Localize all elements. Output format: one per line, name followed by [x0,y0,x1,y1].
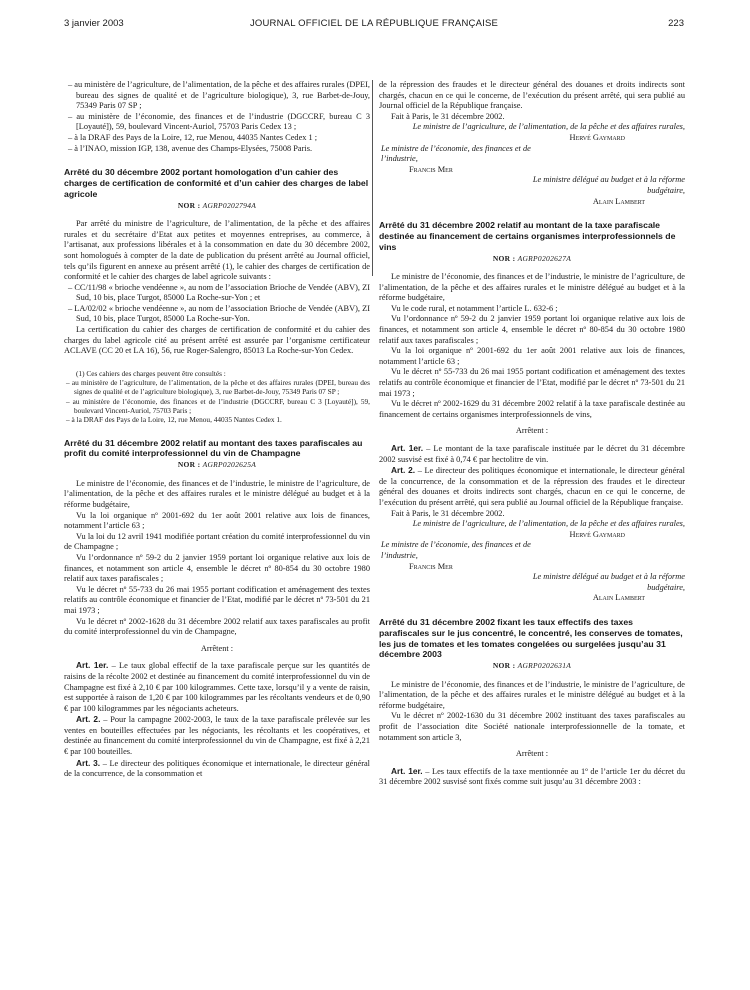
nor-reference-1 [64,201,370,212]
article-label: Art. 2. [76,714,101,725]
paragraph: Le ministre de l’économie, des finances et de l’industrie, le ministre de l’agriculture, de l’alimentation, de la pêche et des affaires rurales et le ministre délégué au budget et à la réforme budgétaire, [379,679,685,710]
article [379,766,685,788]
footnote-item: – à la DRAF des Pays de la Loire, 12, rue Menou, 44035 Nantes Cedex 1. [66,415,282,425]
paragraph: La certification du cahier des charges de certification de conformité et du cahier des charges du label agricole cité au présent arrêté est assurée par l’organisme certificateur ACLAVE (CC 20 et LA 16), 56, rue Roger-Salengro, 85013 La Roche-sur-Yon Cedex. [64,325,370,356]
article [379,443,685,465]
paragraph: de la répression des fraudes et le directeur général des douanes et droits indirects sont chargés, chacun en ce qui le concerne, de l’exécution du présent arrêté, qui sera publié au Journal officiel de la République française. [379,80,685,111]
journal-title: JOURNAL OFFICIEL DE LA RÉPUBLIQUE FRANÇAISE [249,18,499,29]
footnote-item: – au ministère de l’agriculture, de l’alimentation, de la pêche et des affaires rurales (DPEI, bureau des signes de qualité et de l’agriculture biologique), 3, rue Barbet-de-Jouy, 75349 Paris 07 SP ; [66,378,370,397]
arretent: Arrêtent : [200,643,234,653]
signatory-name [379,530,685,541]
fait-a-paris: Fait à Paris, le 31 décembre 2002. [391,508,505,518]
nor-label: NOR : [492,253,516,263]
paragraph: Vu le décret nº 55-733 du 26 mai 1955 portant codification et aménagement des textes relatifs au contrôle économique et financier de l’Etat, modifié par le décret nº 73-501 du 21 mai 1973 ; [64,584,370,615]
nor-code: AGRP0202627A [517,253,572,263]
signatory-name [379,133,685,144]
signatory-name-text: Alain Lambert [592,196,645,206]
arrete-title-3: Arrêté du 31 décembre 2002 relatif au montant de la taxe parafiscale destinée au financement de certains organismes interprofessionnels de vins [379,220,676,252]
column-divider [372,80,373,276]
arrete-title-4: Arrêté du 31 décembre 2002 fixant les taux effectifs des taxes parafiscales sur le jus concentré, le concentré, les conserves de tomates, les jus de tomates et les tomates congelées ou surgelées jusqu’au 31 décembre 2003 [379,616,683,660]
article-label: Art. 3. [76,757,101,768]
signatory-name [379,197,685,208]
signature-title: Le ministre de l’économie, des finances et de l’industrie, [381,143,531,164]
arrete-title-1: Arrêté du 30 décembre 2002 portant homologation d’un cahier des charges de certification de conformité et d’un cahier des charges de label agricole [64,167,369,199]
paragraph: Le ministre de l’économie, des finances et de l’industrie, le ministre de l’agriculture, de l’alimentation, de la pêche et des affaires rurales et le ministre délégué au budget et à la réforme budgétaire, [64,478,370,510]
paragraph: Vu la loi organique nº 2001-692 du 1er août 2001 relative aux lois de finances, notamment l’article 63 ; [379,346,685,366]
paragraph: Vu le décret nº 2002-1630 du 31 décembre 2002 instituant des taxes parafiscales au profit de l’association dite Société nationale interprofessionnelle de la tomate, et notamment son article 3, [379,711,685,742]
article-label: Art. 2. [391,465,416,476]
signature-title: Le ministre délégué au budget et à la réforme budgétaire, [532,572,685,592]
article [64,758,370,780]
paragraph: Vu la loi organique nº 2001-692 du 1er août 2001 relative aux lois de finances, notamment l’article 63 ; [64,510,370,531]
signatory-name-text: Francis Mer [409,164,453,174]
signatory-name-text: Alain Lambert [592,593,645,603]
nor-reference-3 [379,254,685,265]
article [64,714,370,757]
header-date: 3 janvier 2003 [64,18,124,29]
article [379,465,685,508]
nor-label: NOR : [177,200,201,210]
signatory-name [379,165,685,176]
paragraph: Vu le décret nº 2002-1628 du 31 décembre 2002 relatif aux taxes parafiscales au profit du comité interprofessionnel du vin de Champagne, [64,616,370,637]
footnote-item: – au ministère de l’économie, des finances et de l’industrie (DGCCRF, bureau C 3 [Loyauté]), 59, boulevard Vincent-Auriol, 75703 Paris ; [66,396,370,416]
nor-code: AGRP0202631A [517,661,572,671]
paragraph: Le ministre de l’économie, des finances et de l’industrie, le ministre de l’agriculture, de l’alimentation, de la pêche et des affaires rurales et le ministre délégué au budget et à la réforme budgétaire, [379,272,685,303]
arretent: Arrêtent : [515,426,549,436]
article-label: Art. 1er. [391,443,424,454]
arretent: Arrêtent : [515,749,549,759]
article-text: – Le directeur des politiques économique et internationale, le directeur général de la concurrence, de la consommation et de la répression des fraudes et le directeur général des douanes et droits indirects sont chargés, chacun en ce qui le concerne, de l’exécution du présent arrêté, qui sera publié au Journal officiel de la République française. [379,466,685,507]
article-label: Art. 1er. [391,765,423,776]
article-label: Art. 1er. [76,660,109,671]
nor-label: NOR : [177,460,201,470]
paragraph: Vu la loi du 12 avril 1941 modifiée portant création du comité interprofessionnel du vin de Champagne ; [64,531,370,552]
signature-title: Le ministre délégué au budget et à la réforme budgétaire, [532,175,685,195]
top-bullet: – à l’INAO, mission IGP, 138, avenue des Champs-Elysées, 75008 Paris. [68,143,313,153]
nor-reference-2 [64,460,370,471]
arrete-title-2: Arrêté du 31 décembre 2002 relatif au montant des taxes parafiscales au profit du comité interprofessionnel du vin de Champagne [64,437,363,459]
article [64,660,370,714]
nor-label: NOR : [492,661,516,671]
signature-title: Le ministre de l’agriculture, de l’alimentation, de la pêche et des affaires rurales, [412,122,685,132]
article-text: – Le montant de la taxe parafiscale instituée par le décret du 31 décembre 2002 susvisé est fixé à 0,74 € par hectolitre de vin. [379,444,685,464]
signatory-name-text: Hervé Gaymard [569,529,625,539]
paragraph: Par arrêté du ministre de l’agriculture, de l’alimentation, de la pêche et des affaires rurales et du secrétaire d’Etat aux petites et moyennes entreprises, au commerce, à l’artisanat, aux professions libérales et à la consommation en date du 30 décembre 2002, sont homologués à compter de la date de publication du présent arrêté au Journal officiel, tels qu’ils figurent en annexe au présent arrêté (1), le cahier des charges de certification de conformité et le cahier des charges de label agricole suivants : [64,219,370,282]
footnote-intro: (1) Ces cahiers des charges peuvent être consultés : [76,368,226,378]
nor-code: AGRP0202794A [202,200,257,210]
left-column [64,80,370,780]
page-header [64,18,684,32]
signatory-name [379,562,685,573]
article-text: – Pour la campagne 2002-2003, le taux de la taxe parafiscale prélevée sur les ventes en bouteilles effectuées par les négociants, les récoltants et les coopératives, et destinée au financement du comité interprofessionnel du vin de Champagne, est fixé à 2,21 € par 100 bouteilles. [64,715,370,757]
signature-title: Le ministre de l’économie, des finances et de l’industrie, [381,540,531,560]
right-column [379,80,685,788]
nor-code: AGRP0202625A [202,460,257,470]
top-bullet: – à la DRAF des Pays de la Loire, 12, rue Menou, 44035 Nantes Cedex 1 ; [68,132,318,142]
top-bullet: – au ministère de l’agriculture, de l’alimentation, de la pêche et des affaires rurales (DPEI, bureau des signes de qualité et de l’agriculture biologique), 3, rue Barbet-de-Jouy, 75349 Paris 07 SP ; [68,80,370,111]
paragraph: Vu l’ordonnance nº 59-2 du 2 janvier 1959 portant loi organique relative aux lois de finances, et notamment son article 4, ensemble le décret nº 80-854 du 30 octobre 1980 relatif aux taxes parafiscales ; [64,552,370,584]
top-bullet: – au ministère de l’économie, des finances et de l’industrie (DGCCRF, bureau C 3 [Loyauté]), 59, boulevard Vincent-Auriol, 75703 Paris Cedex 13 ; [68,111,370,132]
nor-reference-4 [379,661,685,672]
paragraph: Vu le décret nº 55-733 du 26 mai 1955 portant codification et aménagement des textes relatifs au contrôle économique et financier de l’Etat, modifié par le décret nº 73-501 du 21 mai 1973 ; [379,367,685,398]
paragraph: Vu l’ordonnance nº 59-2 du 2 janvier 1959 portant loi organique relative aux lois de finances, et notamment son article 4, ensemble le décret nº 80-854 du 30 octobre 1980 relatif aux taxes parafiscales ; [379,314,685,345]
signatory-name-text: Francis Mer [409,561,453,571]
article-text: – Le taux global effectif de la taxe parafiscale perçue sur les quantités de raisins de la récolte 2002 et destinée au financement du comité interprofessionnel du vin de Champagne est fixé à 2,10 € par 100 kilogrammes. Cette taxe, lorsqu’il y a vente de raisin, est supportée à raison de 1,20 € par 100 kilogrammes par les récoltants vendeurs et de 0,90 € par 100 kilogrammes par les négociants acheteurs. [64,661,370,713]
article-text: – Le directeur des politiques économique et internationale, le directeur général de la concurrence, de la consommation et [64,758,370,779]
signature-title: Le ministre de l’agriculture, de l’alimentation, de la pêche et des affaires rurales, [412,519,685,529]
fait-a-paris: Fait à Paris, le 31 décembre 2002. [391,111,505,121]
paragraph: Vu le décret nº 2002-1629 du 31 décembre 2002 relatif à la taxe parafiscale destinée au financement de certains organismes interprofessionnels de vins, [379,399,685,419]
signatory-name [379,593,685,604]
signatory-name-text: Hervé Gaymard [569,132,625,142]
page-number: 223 [668,18,684,29]
list-item: – CC/11/98 « brioche vendéenne », au nom de l’association Brioche de Vendée (ABV), ZI Sud, 10 bis, place Turgot, 85000 La Roche-sur-Yon ; et [68,282,370,303]
paragraph: Vu le code rural, et notamment l’article L. 632-6 ; [391,303,558,313]
list-item: – LA/02/02 « brioche vendéenne », au nom de l’association Brioche de Vendée (ABV), ZI Sud, 10 bis, place Turgot, 85000 La Roche-sur-Yon. [68,303,370,324]
article-text: – Les taux effectifs de la taxe mentionnée au 1º de l’article 1er du décret du 31 décembre 2002 susvisé sont fixés comme suit jusqu’au 31 décembre 2003 : [379,766,686,787]
